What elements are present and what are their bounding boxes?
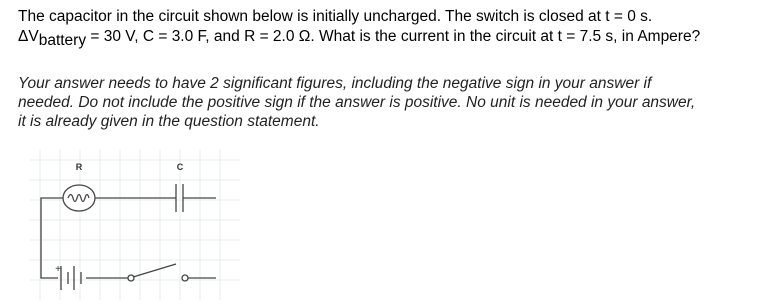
instructions-line-3: it is already given in the question statement. bbox=[18, 113, 320, 130]
question-line-2 bbox=[18, 27, 770, 47]
delta-v-subscript: battery bbox=[38, 32, 87, 49]
instructions-line-2: needed. Do not include the positive sign if the answer is positive. No unit is needed in your answer, bbox=[18, 94, 696, 111]
resistor bbox=[63, 162, 95, 211]
switch-terminal-left bbox=[128, 275, 134, 281]
instructions-line-1: Your answer needs to have 2 significant figures, including the negative sign in your answer if bbox=[18, 75, 652, 92]
circuit-wires bbox=[41, 198, 216, 278]
resistor-label: R bbox=[75, 162, 83, 172]
switch-lever bbox=[133, 264, 176, 277]
question-text bbox=[18, 7, 770, 47]
switch bbox=[128, 264, 188, 281]
battery bbox=[55, 264, 81, 290]
circuit-diagram bbox=[30, 150, 240, 300]
capacitor-label: C bbox=[176, 162, 184, 172]
switch-terminal-right bbox=[182, 275, 188, 281]
question-line-1: The capacitor in the circuit shown below is initially uncharged. The switch is closed at t = 0 s. bbox=[18, 8, 653, 25]
question-line-2-text: = 30 V, C = 3.0 F, and R = 2.0 Ω. What is the current in the circuit at t = 7.5 s, in Ampere? bbox=[86, 28, 701, 45]
battery-plus-sign: + bbox=[55, 264, 61, 275]
answer-instructions bbox=[18, 74, 770, 131]
delta-v-symbol: ΔV bbox=[18, 28, 39, 45]
resistor-body bbox=[63, 185, 95, 211]
